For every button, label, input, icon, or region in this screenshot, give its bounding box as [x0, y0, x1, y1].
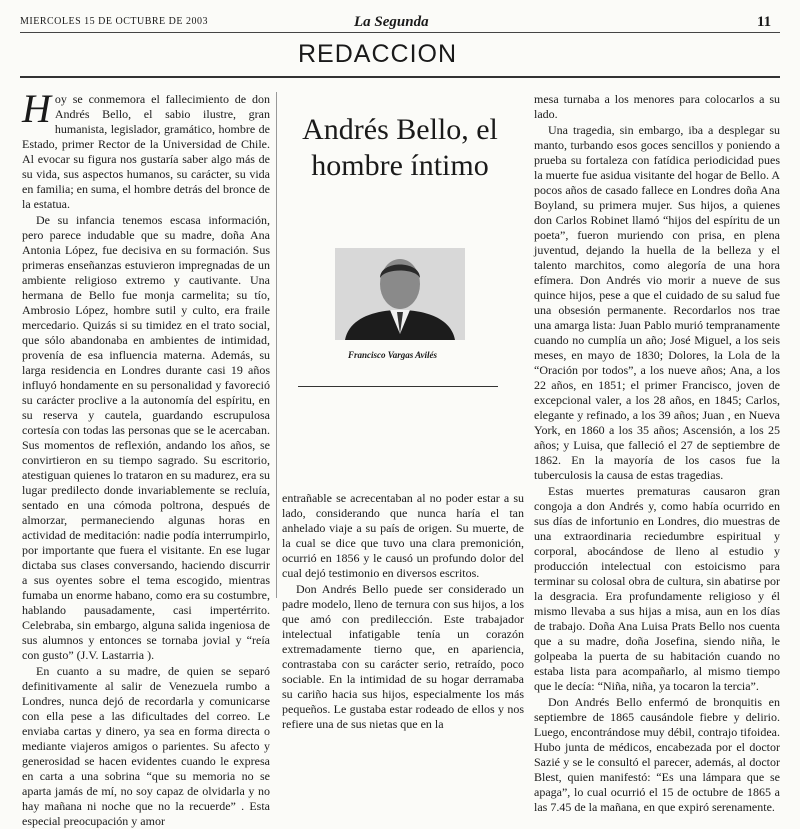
article-column-1 — [22, 86, 270, 828]
paragraph: Estas muertes prematuras causaron gran congoja a don Andrés y, como había ocurrido en sus días de infortunio en Londres, dio muestras de una extraordinaria reciedumbre espiritual y corporal, abocándose de lleno al estudio y producción intelectual con estoicismo para terminar su colosal obra de cultura, sin abatirse por la desgracia. Era profundamente religioso y él mismo llevaba a sus hijas a misa, aun en los días de trabajo. Doña Ana Luisa Prats Bello nos cuenta que a su madre, doña Josefina, siendo niña, le golpeaba la puerta de su habitación cuando no estaba lista para acompañarlo, al mismo tiempo que le decía: “Niña, niña, ya tocaron la tercia”. — [534, 484, 780, 693]
photo-caption: Francisco Vargas Avilés — [348, 350, 438, 360]
section-rule — [20, 76, 780, 78]
page-header — [0, 0, 800, 40]
author-photo — [335, 248, 465, 340]
paragraph: Una tragedia, sin embargo, iba a desplegar su manto, turbando esos goces sencillos y poniendo a prueba su fortaleza con fatídica periodicidad pues la muerte fue asidua visitante del hogar de Bello. A pocos años de casado fallece en Londres doña Ana Boyland, su primera mujer. Sus hijos, a quienes don Carlos Robinet llamó “hijos del espíritu de un poeta”, fueron muriendo con prisa, en plena juventud, dejando la huella de la belleza y el talento marchitos, como alegoría de una hora efímera. Don Andrés vio morir a nueve de sus quince hijos, pese a que el cuidado de su salud fue una obsesión permanente. Recordarlos nos trae una amarga lista: Juan Pablo murió tempranamente cuando no cumplía un año; José Miguel, a los seis meses, en mayo de 1830; Dolores, la Lola de la “Oración por todos”, a los nueve años; Ana, a los 22 años, en 1851; el primer Francisco, joven de excepcional valer, a los 28 años, en 1845; Carlos, elegante y refinado, a los 39 años; Juan , en Nueva York, en 1860 a los 35 años; Ascensión, a los 25 años; y Luisa, que falleció el 27 de septiembre de 1862. En la mayoría de los casos fue la tuberculosis la causa de estas tragedias. — [534, 123, 780, 482]
article-column-2 — [282, 491, 524, 731]
section-title: REDACCION — [298, 40, 458, 68]
issue-date: MIERCOLES 15 DE OCTUBRE DE 2003 — [20, 16, 208, 27]
column-divider — [276, 92, 277, 598]
paragraph: Don Andrés Bello puede ser considerado un padre modelo, lleno de ternura con sus hijos, a los que amó con predilección. Este trabajador intelectual infatigable tenía un corazón extremadamente tierno que, en apariencia, contrastaba con su carácter serio, retraído, poco sociable. En la intimidad de su hogar derramaba su cariño hacia sus hijos, especialmente los más pequeños. Le gustaba estar rodeado de ellos y nos refiere una de sus nietas que en la — [282, 582, 524, 731]
portrait-image — [335, 248, 465, 340]
paragraph: entrañable se acrecentaban al no poder estar a su lado, considerando que nunca haría el tan anhelado viaje a su país de origen. Su muerte, de la cual se dice que tuvo una clara premonición, ocurrió en 1856 y le causó un profundo dolor del cual dejó testimonio en diversos escritos. — [282, 491, 524, 580]
paragraph: mesa turnaba a los menores para colocarlos a su lado. — [534, 92, 780, 121]
paragraph: Don Andrés Bello enfermó de bronquitis en septiembre de 1865 causándole fiebre y delirio. Luego, encontrándose muy débil, contrajo tifoidea. Hubo junta de médicos, encabezada por el doctor Sazié y se le consultó el parecer, además, al doctor Blest, quien manifestó: “Es una lámpara que se apaga”, lo cual ocurrió el 15 de octubre de 1865 a las 7.45 de la mañana, en que expiró serenamente. — [534, 695, 780, 814]
article-column-3 — [534, 92, 780, 814]
caption-rule — [298, 386, 498, 387]
page-number: 11 — [757, 14, 772, 30]
paragraph: En cuanto a su madre, de quien se separó definitivamente al salir de Venezuela rumbo a Londres, nunca dejó de recordarla y comunicarse con ella pese a las dificultades del correo. Le enviaba cartas y dinero, ya sea en forma directa o mediante viajeros amigos o parientes. Su afecto y generosidad se hacen evidentes cuando le expresa en carta a una sobrina “que su memoria no se aparta jamás de mí, no soy capaz de olvidarla y no hay mañana ni noche que no la recuerde” . Esta especial preocupación y amor — [22, 664, 270, 828]
headline: Andrés Bello, el hombre íntimo — [302, 113, 498, 182]
header-rule — [20, 32, 780, 33]
paragraph: Hoy se conmemora el fallecimiento de don Andrés Bello, el sabio ilustre, gran humanista, legislador, gramático, hombre de Estado, primer Rector de la Universidad de Chile. Al evocar su figura nos gustaría saber algo más de su vida, sus aspectos humanos, su carácter, su vida en familia; en suma, el hombre detrás del bronce de la estatua. — [22, 86, 270, 211]
masthead-logo: La Segunda — [354, 14, 429, 30]
drop-cap: H — [22, 86, 51, 131]
paragraph: De su infancia tenemos escasa información, pero parece indudable que su madre, doña Ana Antonia López, fue decisiva en su formación. Sus primeras enseñanzas estuvieron impregnadas de un ambiente religioso extremo y cautivante. Una hermana de Bello fue monja carmelita; su tío, Ambrosio López, hombre sutil y culto, era fraile mercedario. Quizás si su timidez en el trato social, que sólo abandonaba en ambientes de intimidad, provenía de esa influencia materna. Además, su larga residencia en Londres durante casi 19 años influyó hondamente en su personalidad y favoreció su carácter proclive a la autonomía del espíritu, en su reserva y cautela, guardando escrupulosa cortesía con todas las personas que se le acercaban. Sus momentos de reflexión, andando los años, se convirtieron en su tiempo sagrado. Su escritorio, atestiguan quienes lo trataron en su madurez, era su lugar predilecto donde invariablemente se recluía, sentado en una cómoda poltrona, después de almorzar, permaneciendo algunas horas en actividad de meditación: nadie podía interrumpirlo, por importante que fuera el visitante. En ese lugar dictaba sus clases conversando, haciendo discurrir a sus oyentes sobre el tema escogido, mientras fumaba un enorme habano, como era su costumbre, hablando pausadamente, casi impertérrito. Celebraba, sin embargo, alguna salida ingeniosa de sus alumnos y entonces se tornaba jovial y “reía con gusto” (J.V. Lastarria ). — [22, 213, 270, 662]
